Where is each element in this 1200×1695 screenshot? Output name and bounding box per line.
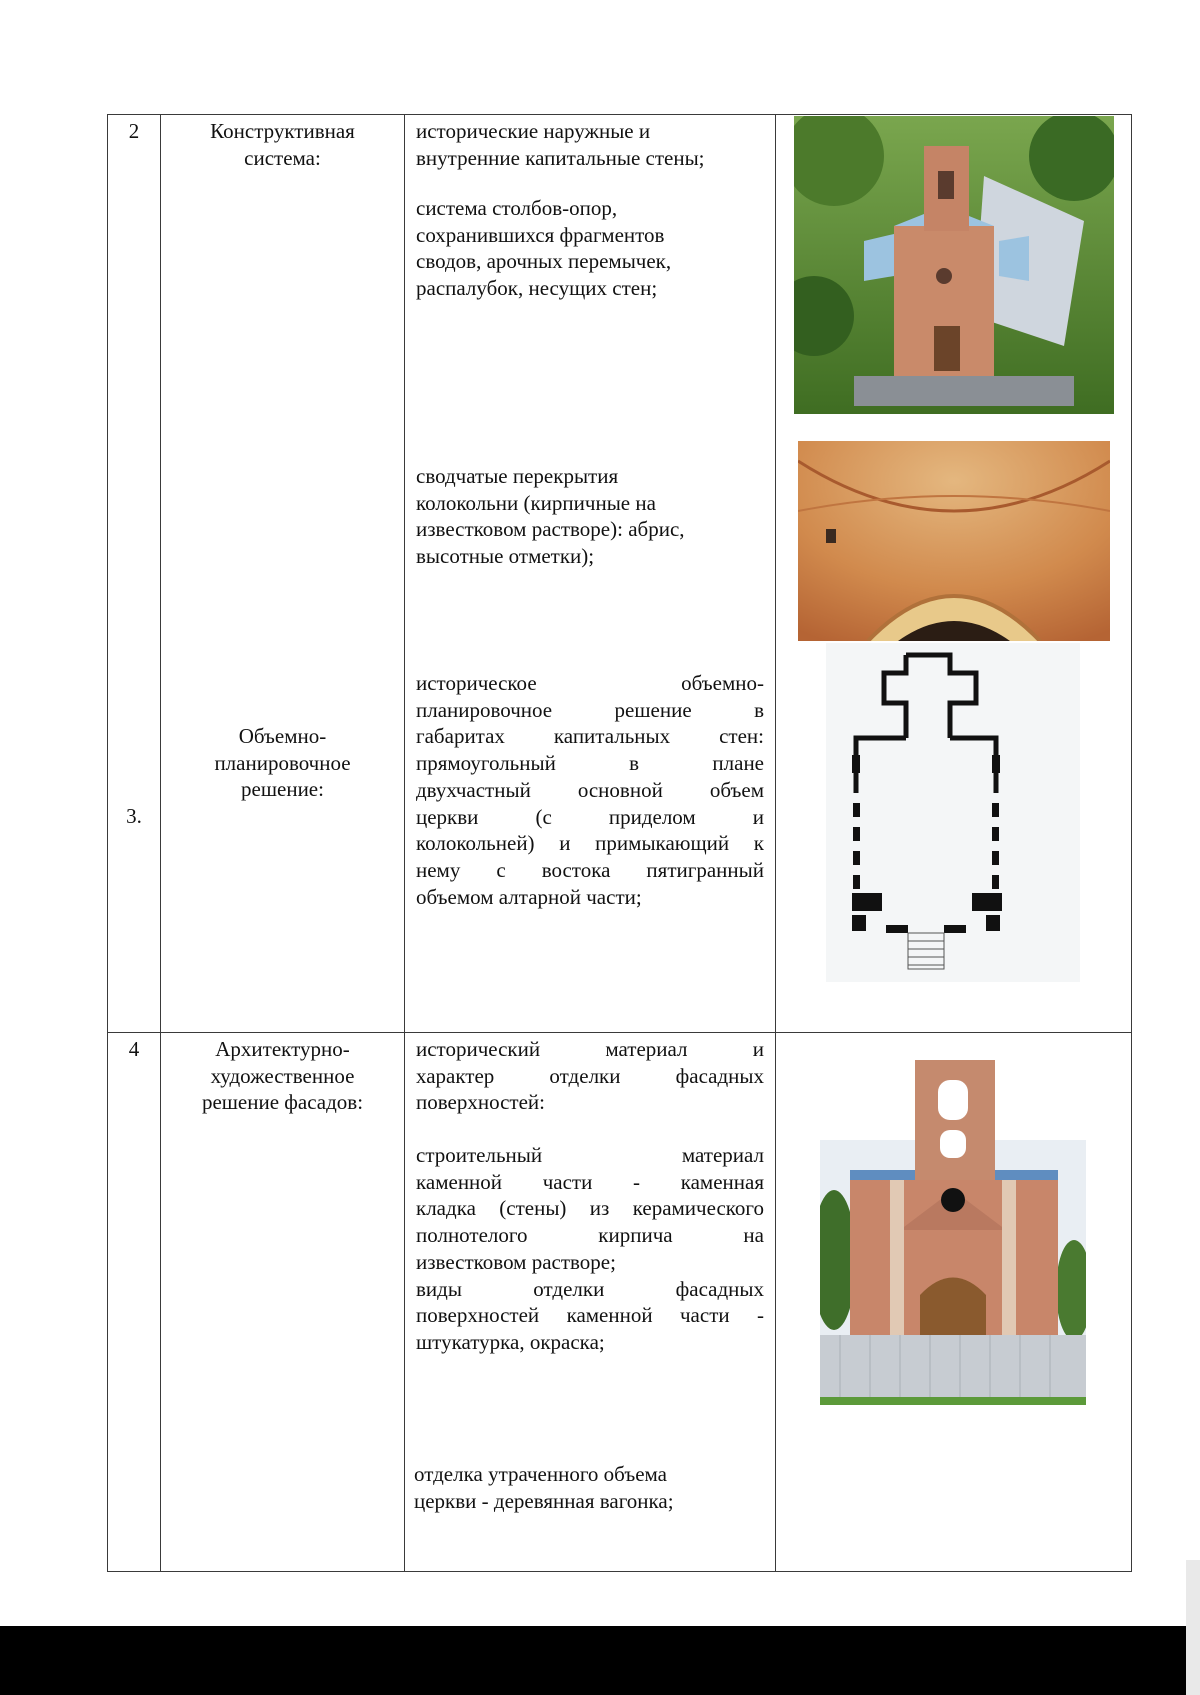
category-facade-design: Архитектурно- художественное решение фасадов: <box>201 1037 364 1115</box>
scan-edge-strip <box>1186 1560 1200 1695</box>
category-structural-system: Конструктивная система: <box>210 119 355 170</box>
church-aerial-photo <box>794 116 1114 414</box>
description-facade-material: исторический материал и характер отделки фасадных поверхностей: <box>416 1037 764 1115</box>
bell-tower-vault-photo <box>798 441 1110 641</box>
description-lost-volume-finish: отделка утраченного объема церкви - деревянная вагонка; <box>414 1462 674 1513</box>
description-space-planning: историческое объемно- планировочное решение в габаритах капитальных стен: прямоугольный в плане двухчастный основной объем церкви (с приделом и колокольней) и примыкающий к нему с востока пятигранный объемом алтарной части; <box>416 671 764 909</box>
description-pillars-vaults: система столбов-опор, сохранившихся фрагментов сводов, арочных перемычек, распалубок, несущих стен; <box>416 196 672 301</box>
church-facade-photo <box>820 1050 1086 1414</box>
row-number-3: 3. <box>126 804 142 828</box>
category-space-planning: Объемно- планировочное решение: <box>214 724 351 802</box>
description-walls: исторические наружные и внутренние капитальные стены; <box>416 119 705 170</box>
church-floor-plan <box>826 643 1080 982</box>
scan-footer-bar <box>0 1626 1200 1695</box>
description-bell-tower-vaults: сводчатые перекрытия колокольни (кирпичные на известковом растворе): абрис, высотные отметки); <box>416 464 685 569</box>
row-number-2: 2 <box>128 119 140 143</box>
row-number-4: 4 <box>128 1037 140 1061</box>
description-building-material: строительный материал каменной части - каменная кладка (стены) из керамического полнотелого кирпича на известковом растворе; виды отделки фасадных поверхностей каменной части - штукатурка, окраска; <box>416 1143 764 1354</box>
